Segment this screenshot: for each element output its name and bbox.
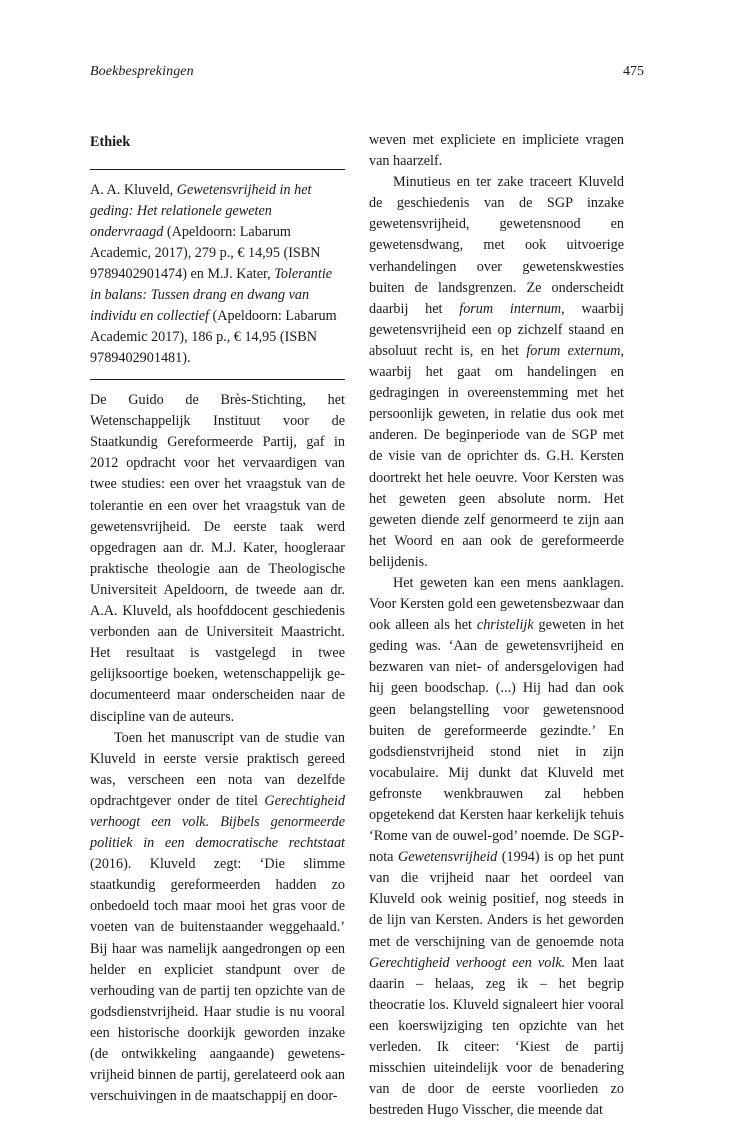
italic-title: Gerechtigheid verhoogt een volk. Bijbels genormeerde politiek in een democratische rechtstaat — [90, 792, 345, 852]
biblio-title-1: Gewetensvrijheid in het geding: Het relationele geweten ondervraagd — [90, 182, 312, 241]
biblio-title-2: Tolerantie in balans: Tussen drang en dwang van individu en collectief — [90, 266, 333, 325]
paragraph-3 — [369, 172, 624, 573]
paragraph-continued: weven met expliciete en impliciete vragen van haarzelf. — [369, 132, 624, 170]
section-title: Ethiek — [90, 134, 131, 150]
divider-bottom — [90, 379, 345, 380]
text-run: waarbij het gaat om handelingen en gedragingen in overeenstemming met het persoonlijk geweten, in relatie dus ook met anderen. De beginperiode van de SGP met de visie van de oprichter ds. G.H. Kersten doortrekt het hele oeuvre. Voor Kersten was het geweten geen absolute norm. Het geweten diende zelf genormeerd te zijn aan het Woord en aan ook de gereformeerde belijdenis. — [369, 364, 624, 570]
paragraph-4 — [369, 573, 624, 1121]
text-run: Men laat daarin – helaas, zeg ik – het begrip theocratie los. Kluveld signaleert hier vooral een koerswijziging ten opzichte van het verleden. Ik citeer: ‘Kiest de partij misschien uiteindelijk voor de benadering van de door de eerste voorlieden zo bestreden Hugo Visscher, die meende dat — [369, 954, 625, 1119]
paragraph-2 — [90, 728, 345, 1108]
text-run: Minutieus en ter zake traceert Kluveld de geschiedenis van de SGP inzake gewetensvrijheid, gewetensnood en gewetensdwang, met ook uitvoerige verhandelingen over gewetenskwesties buiten de landsgrenzen. Ze onderscheidt daarbij het — [369, 174, 624, 317]
italic-title: Gerechtigheid verhoogt een volk. — [369, 954, 566, 971]
text-run: geweten in het geding was. ‘Aan de gewetensvrijheid en bezwaren van niet- of andersgelovigen had hij geen boodschap. (...) Hij had dan ook geen belangstelling voor gewetensnood buiten de gereformeerde gezindte.’ En godsdienstvrijheid stond niet in zijn vocabulaire. Mij dunkt dat Kluveld met gefronste wenkbrauwen zal hebben opgetekend dat Kersten haar kerkelijk tehuis ‘Rome van de ouwel-god’ noemde. De SGP-nota — [369, 617, 625, 866]
biblio-author-1: A. A. Kluveld, — [90, 182, 177, 199]
divider-top — [90, 169, 345, 170]
italic-title: Gewetensvrijheid — [397, 849, 498, 866]
paragraph-1: De Guido de Brès-Stichting, het Wetenschappelijk Instituut voor de Staatkundig Gereformeerde Partij, gaf in 2012 opdracht voor het vervaardigen van twee studies: een over het vraagstuk van de tolerantie en een over het vraagstuk van de gewetensvrijheid. De eerste taak werd opgedragen aan dr. M.J. Kater, hoogleraar praktische theologie aan de Theologische Universiteit Apeldoorn, de tweede aan dr. A.A. Kluveld, als hoofddocent geschiedenis verbonden aan de Universiteit Maastricht. Het resultaat is vastgelegd in twee gelijksoortige boeken, wetenschappelijk gedocumenteerd maar onderscheiden naar de discipline van de auteurs. — [90, 392, 345, 725]
right-column — [369, 130, 624, 1121]
biblio-details-2: (Apeldoorn: Labarum Academic 2017), 186 p., € 14,95 (ISBN 9789402901481). — [90, 308, 337, 367]
italic-term: forum internum, — [459, 300, 565, 317]
biblio-details-1: (Apeldoorn: Labarum Academic, 2017), 279 p., € 14,95 (ISBN 9789402901474) en M.J. Kater, — [90, 224, 321, 283]
italic-term: forum externum, — [526, 342, 624, 359]
bibliographic-entry — [90, 180, 345, 369]
running-header: Boekbesprekingen — [90, 64, 194, 79]
page-number: 475 — [623, 64, 644, 79]
text-run: (2016). Kluveld zegt: ‘Die slimme staatkundig gereformeerden hadden zo onbedoeld toch maar mooi het gras voor de voeten van de buitenstaander weggehaald.’ Bij haar was namelijk aangedrongen op een helder en expliciet standpunt over de verhouding van de partij ten opzichte van de godsdienstvrijheid. Haar studie is nu vooral een historische doorkijk geworden inzake (de ontwikkeling aangaande) gewetensvrijheid binnen de partij, gerelateerd ook aan verschuivingen in de maatschappij en door- — [90, 856, 345, 1105]
left-column — [90, 130, 345, 1107]
text-run: waarbij gewetensvrijheid een op zichzelf staand en absoluut recht is, en het — [369, 300, 624, 359]
italic-term: christelijk — [476, 617, 534, 634]
text-run: Toen het manuscript van de studie van Kluveld in eerste versie praktisch gereed was, verscheen een nota van dezelfde opdrachtgever onder de titel — [90, 729, 345, 809]
text-run: (1994) is op het punt van die vrijheid naar het oordeel van Kluveld ook weinig positief, nog steeds in de lijn van Kersten. Anders is het geworden met de verschijning van de genoemde nota — [369, 849, 624, 950]
text-run: Het geweten kan een mens aanklagen. Voor Kersten gold een gewetensbezwaar dan ook alleen als het — [369, 574, 624, 634]
